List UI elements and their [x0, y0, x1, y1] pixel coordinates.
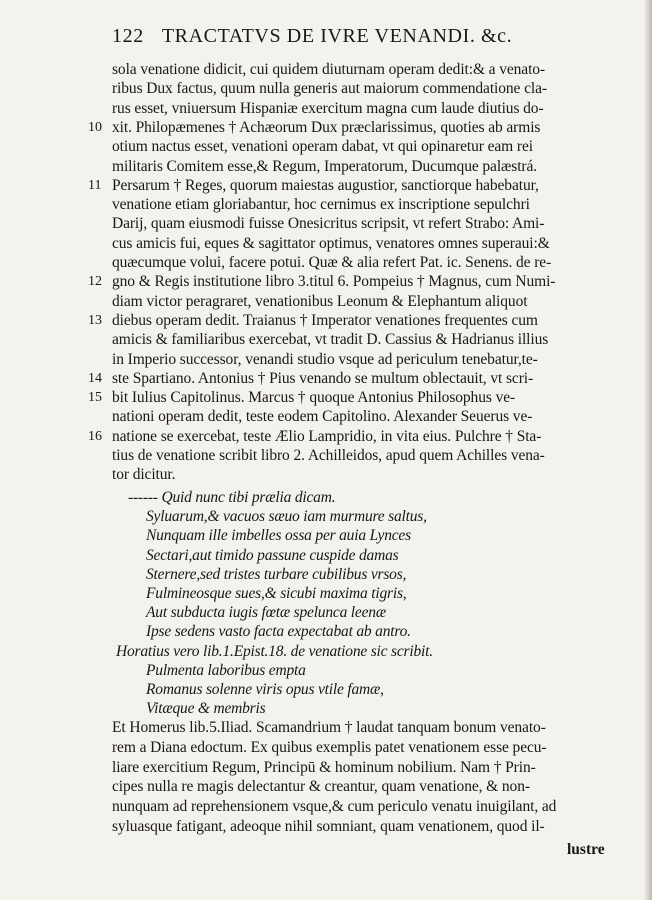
margin-number: 13: [88, 312, 102, 328]
text-line: syluasque fatigant, adeoque nihil somniant, quam venationem, quod il-: [112, 818, 545, 835]
text-line: militaris Comitem esse,& Regum, Imperatorum, Ducumque palæstrá.: [112, 157, 538, 175]
text-line: cipes nulla re magis delectantur & creantur, quam venatione, & non-: [112, 778, 530, 796]
text-line: tor dicitur.: [112, 466, 176, 484]
verse-line: Sternere,sed tristes turbare cubilibus vrsos,: [146, 565, 407, 583]
margin-number: 15: [88, 390, 102, 406]
text-line: amicis & familiaribus exercebat, vt tradit D. Cassius & Hadrianus illius: [112, 331, 549, 349]
text-line: sola venatione didicit, cui quidem diuturnam operam dedit:& a venato-: [112, 61, 546, 78]
text-line: tius de venatione scribit libro 2. Achilleidos, apud quem Achilles vena-: [112, 447, 545, 464]
verse-line: Sectari,aut timido passune cuspide damas: [146, 546, 399, 564]
margin-number: 14: [88, 370, 102, 386]
text-line: Darij, quam eiusmodi fuisse Onesicritus scripsit, vt refert Strabo: Ami-: [112, 215, 545, 233]
text-line: in Imperio successor, venandi studio vsque ad periculum tenebatur,te-: [112, 350, 538, 368]
margin-number: 16: [88, 428, 102, 444]
running-header: [112, 24, 612, 48]
verse-line: Ipse sedens vasto facta expectabat ab antro.: [146, 623, 411, 641]
margin-number: 11: [88, 177, 102, 193]
text-line: nationi operam dedit, teste eodem Capitolino. Alexander Seuerus ve-: [112, 408, 533, 426]
text-line: quæcumque volui, facere potui. Quæ & alia refert Pat. ic. Senens. de re-: [112, 254, 552, 271]
text-line: cus amicis fui, eques & sagittator optimus, venatores omnes superaui:&: [112, 234, 550, 252]
text-line: nunquam ad reprehensionem vsque,& cum periculo venatu inuigilant, ad: [112, 798, 557, 816]
text-line: liare exercitium Regum, Principū & hominum nobilium. Nam † Prin-: [112, 758, 536, 776]
text-line: gno & Regis institutione libro 3.titul 6. Pompeius † Magnus, cum Numi-: [112, 273, 556, 291]
verse-line: Romanus solenne viris opus vtile famæ,: [146, 681, 384, 698]
margin-number: 12: [88, 274, 102, 290]
text-line: rus esset, vniuersum Hispaniæ exercitum magna cum laude diutius do-: [112, 99, 544, 117]
text-line: bit Iulius Capitolinus. Marcus † quoque Antonius Philosophus ve-: [112, 389, 516, 407]
verse-line: Horatius vero lib.1.Epist.18. de venatione sic scribit.: [116, 642, 433, 660]
page-number: 122: [112, 25, 144, 47]
text-line: ste Spartiano. Antonius † Pius venando se multum oblectauit, vt scri-: [112, 369, 534, 387]
verse-line: Vitæque & membris: [146, 700, 266, 718]
text-line: venatione etiam gloriabantur, hoc cernimus ex inscriptione sepulchri: [112, 196, 530, 214]
verse-line: Aut subducta iugis fœtæ spelunca leenæ: [146, 604, 386, 622]
text-line: diam victor peragraret, venationibus Leonum & Elephantum aliquot: [112, 292, 528, 310]
text-line: diebus operam dedit. Traianus † Imperator venationes frequentes cum: [112, 311, 538, 329]
text-line: otium nactus esset, venationi operam dabat, vt qui opinaretur eam rei: [112, 138, 533, 156]
text-line: Et Homerus lib.5.Iliad. Scamandrium † laudat tanquam bonum venato-: [112, 719, 546, 736]
catchword: lustre: [567, 841, 605, 858]
verse-line: Syluarum,& vacuos sæuo iam murmure saltus,: [146, 508, 427, 526]
margin-number: 10: [88, 119, 102, 135]
verse-line: Fulmineosque sues,& sicubi maxima tigris,: [146, 585, 407, 602]
text-line: xit. Philopæmenes † Achæorum Dux præclarissimus, quoties ab armis: [112, 118, 541, 136]
verse-line: ------ Quid nunc tibi prælia dicam.: [128, 489, 336, 506]
text-line: ribus Dux factus, quum nulla generis aut maiorum commendatione cla-: [112, 80, 547, 98]
verse-line: Pulmenta laboribus empta: [146, 661, 306, 679]
text-line: rem a Diana edoctum. Ex quibus exemplis patet venationem esse pecu-: [112, 738, 547, 756]
page-edge-shadow: [644, 0, 652, 900]
text-line: Persarum † Reges, quorum maiestas augustior, sanctiorque habebatur,: [112, 176, 539, 194]
verse-line: Nunquam ille imbelles ossa per auia Lynces: [146, 527, 411, 545]
running-title: TRACTATVS DE IVRE VENANDI. &c.: [161, 25, 513, 47]
text-line: natione se exercebat, teste Ælio Lampridio, in vita eius. Pulchre † Sta-: [112, 427, 542, 445]
